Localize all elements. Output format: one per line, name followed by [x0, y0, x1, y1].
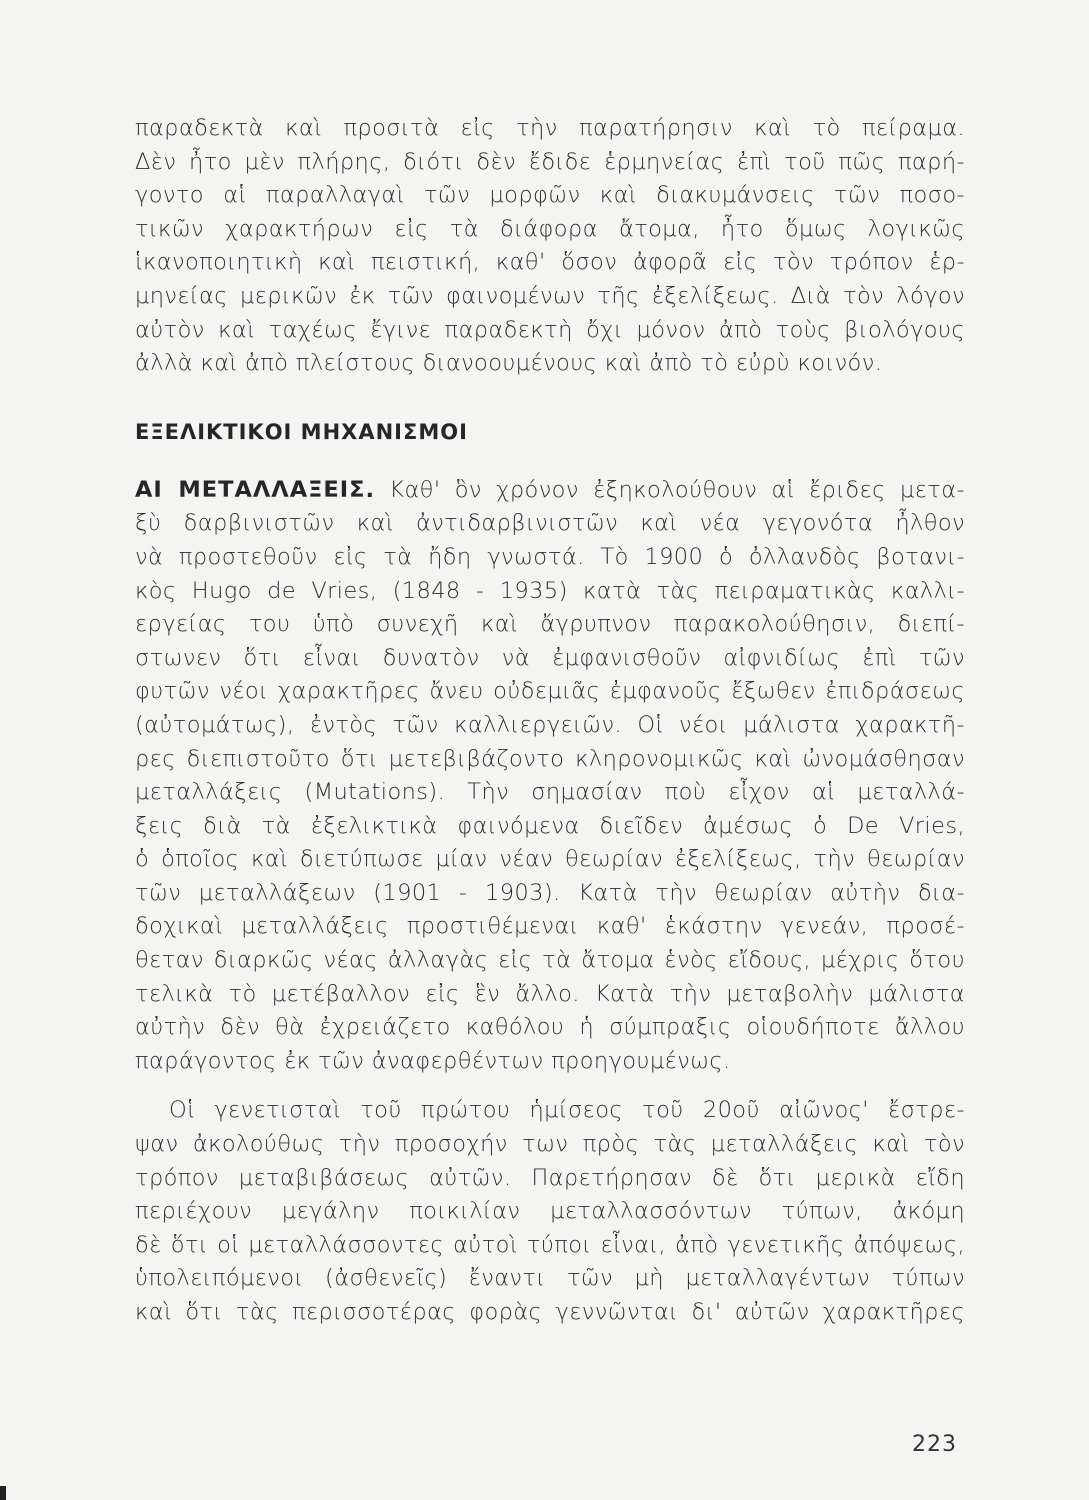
text-line: κὸς Hugo de Vries, (1848 - 1935) κατὰ τὰς πειραματικὰς καλλι- — [135, 577, 965, 604]
text-line: εργείας του ὑπὸ συνεχῆ καὶ ἄγρυπνον παρακολούθησιν, διεπί- — [135, 611, 965, 638]
paragraph-2 — [135, 474, 965, 1079]
text-line: φυτῶν νέοι χαρακτῆρες ἄνευ οὐδεμιᾶς ἐμφανοῦς ἔξωθεν ἐπιδράσεως — [135, 678, 965, 705]
text-line: τρόπον μεταβιβάσεως αὐτῶν. Παρετήρησαν δὲ ὅτι μερικὰ εἴδη — [135, 1164, 965, 1191]
scan-edge-mark — [0, 1486, 6, 1500]
text-line: ὁ ὁποῖος καὶ διετύπωσε μίαν νέαν θεωρίαν ἐξελίξεως, τὴν θεωρίαν — [135, 846, 965, 873]
paragraph-lead: ΑΙ ΜΕΤΑΛΛΑΞΕΙΣ. — [135, 476, 375, 503]
text-line: θεταν διαρκῶς νέας ἀλλαγὰς εἰς τὰ ἄτομα ἑνὸς εἴδους, μέχρις ὅτου — [135, 947, 965, 974]
paragraph-3 — [135, 1094, 965, 1329]
text-line: Δὲν ἦτο μὲν πλήρης, διότι δὲν ἔδιδε ἑρμηνείας ἐπὶ τοῦ πῶς παρή- — [135, 148, 965, 175]
text-line: ξεις διὰ τὰ ἐξελικτικὰ φαινόμενα διεῖδεν ἀμέσως ὁ De Vries, — [135, 812, 965, 839]
paragraph-gap — [135, 1078, 965, 1094]
text-line-lead — [135, 474, 965, 508]
text-line: παραδεκτὰ καὶ προσιτὰ εἰς τὴν παρατήρησιν καὶ τὸ πείραμα. — [135, 115, 965, 141]
text-line: ρες διεπιστοῦτο ὅτι μετεβιβάζοντο κληρονομικῶς καὶ ὠνομάσθησαν — [135, 745, 965, 772]
text-line: ἱκανοποιητικὴ καὶ πειστική, καθ' ὅσον ἀφορᾶ εἰς τὸν τρόπον ἑρ- — [135, 249, 965, 276]
page-body — [135, 112, 965, 1330]
text-line: ξὺ δαρβινιστῶν καὶ ἀντιδαρβινιστῶν καὶ νέα γεγονότα ἦλθον — [135, 510, 965, 537]
text-line: παράγοντος ἐκ τῶν ἀναφερθέντων προηγουμένως. — [135, 1047, 731, 1074]
text-line: μηνείας μερικῶν ἐκ τῶν φαινομένων τῆς ἐξελίξεως. Διὰ τὸν λόγον — [135, 282, 965, 309]
text-line: γοντο αἱ παραλλαγαὶ τῶν μορφῶν καὶ διακυμάνσεις τῶν ποσο- — [135, 182, 965, 209]
text-line: μεταλλάξεις (Mutations). Τὴν σημασίαν ποὺ εἶχον αἱ μεταλλά- — [135, 779, 965, 806]
lead-line-rest: Καθ' ὃν χρόνον ἐξηκολούθουν αἱ ἔριδες μετα- — [389, 476, 965, 503]
text-line: περιέχουν μεγάλην ποικιλίαν μεταλλασσόντων τύπων, ἀκόμη — [135, 1198, 965, 1225]
text-line: νὰ προστεθοῦν εἰς τὰ ἤδη γνωστά. Τὸ 1900 ὁ ὀλλανδὸς βοτανι- — [135, 543, 965, 570]
text-line: ψαν ἀκολούθως τὴν προσοχήν των πρὸς τὰς μεταλλάξεις καὶ τὸν — [135, 1131, 965, 1158]
text-line: ἀλλὰ καὶ ἀπὸ πλείστους διανοουμένους καὶ ἀπὸ τὸ εὐρὺ κοινόν. — [135, 350, 883, 377]
text-line: τελικὰ τὸ μετέβαλλον εἰς ἓν ἄλλο. Κατὰ τὴν μεταβολὴν μάλιστα — [135, 980, 965, 1007]
text-line: ὑπολειπόμενοι (ἀσθενεῖς) ἔναντι τῶν μὴ μεταλλαγέντων τύπων — [135, 1265, 965, 1292]
text-line: τικῶν χαρακτήρων εἰς τὰ διάφορα ἄτομα, ἦτο ὅμως λογικῶς — [135, 215, 965, 242]
text-line: δοχικαὶ μεταλλάξεις προστιθέμεναι καθ' ἑκάστην γενεάν, προσέ- — [135, 913, 965, 940]
text-line: αὐτὸν καὶ ταχέως ἔγινε παραδεκτὴ ὄχι μόνον ἀπὸ τοὺς βιολόγους — [135, 316, 965, 343]
text-line: καὶ ὅτι τὰς περισσοτέρας φορὰς γεννῶνται δι' αὐτῶν χαρακτῆρες — [135, 1299, 965, 1325]
text-line: (αὐτομάτως), ἐντὸς τῶν καλλιεργειῶν. Οἱ νέοι μάλιστα χαρακτῆ- — [135, 711, 965, 738]
text-line: δὲ ὅτι οἱ μεταλλάσσοντες αὐτοὶ τύποι εἶναι, ἀπὸ γενετικῆς ἀπόψεως, — [135, 1231, 965, 1258]
text-line: στωνεν ὅτι εἶναι δυνατὸν νὰ ἐμφανισθοῦν αἰφνιδίως ἐπὶ τῶν — [135, 644, 965, 671]
paragraph-1 — [135, 112, 965, 381]
page-number: 223 — [912, 1432, 957, 1457]
text-line: αὐτὴν δὲν θὰ ἐχρειάζετο καθόλου ἡ σύμπραξις οἱουδήποτε ἄλλου — [135, 1014, 965, 1041]
text-line: τῶν μεταλλάξεων (1901 - 1903). Κατὰ τὴν θεωρίαν αὐτὴν δια- — [135, 879, 965, 906]
text-line: Οἱ γενετισταὶ τοῦ πρώτου ἡμίσεος τοῦ 20οῦ αἰῶνος' ἔστρε- — [169, 1097, 965, 1124]
section-heading: ΕΞΕΛΙΚΤΙΚΟΙ ΜΗΧΑΝΙΣΜΟΙ — [135, 419, 468, 444]
